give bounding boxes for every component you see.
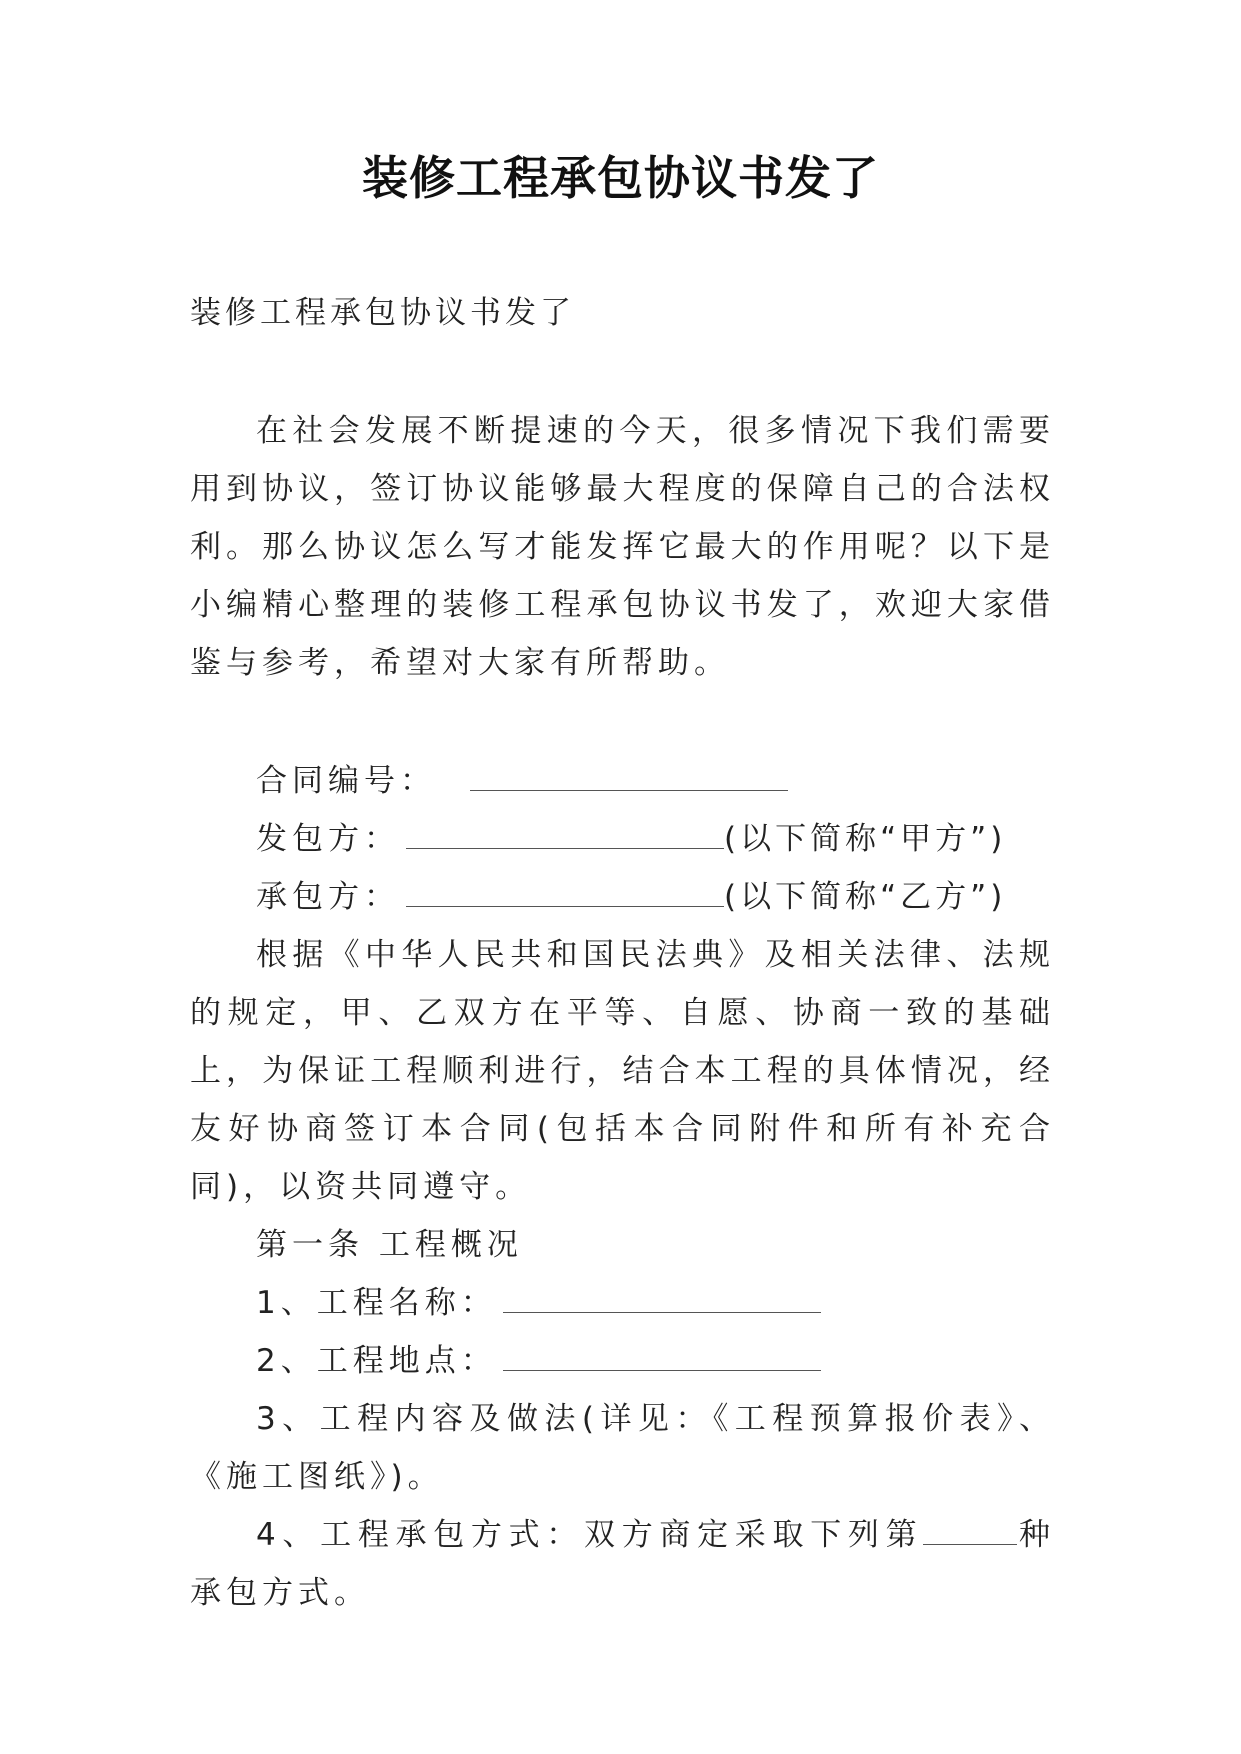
- document-subtitle: 装修工程承包协议书发了: [190, 295, 575, 331]
- project-location-label: 2、工程地点：: [256, 1343, 497, 1379]
- contract-method-item: [190, 1506, 1055, 1622]
- party-a-line: [190, 810, 1055, 868]
- contract-number-label: 合同编号：: [256, 763, 436, 799]
- contract-body: [190, 752, 1055, 1622]
- basis-paragraph: 根据《中华人民共和国民法典》及相关法律、法规的规定，甲、乙双方在平等、自愿、协商一致的基础上，为保证工程顺利进行，结合本工程的具体情况，经友好协商签订本合同(包括本合同附件和所有补充合同)，以资共同遵守。: [190, 937, 1055, 1205]
- party-b-line: [190, 868, 1055, 926]
- party-b-label: 承包方：: [256, 879, 400, 915]
- party-b-blank[interactable]: [406, 872, 724, 907]
- project-content-item: 3、工程内容及做法(详见：《工程预算报价表》、《施工图纸》)。: [190, 1401, 1055, 1495]
- project-location-blank[interactable]: [503, 1336, 821, 1371]
- document-title: 装修工程承包协议书发了: [362, 151, 879, 205]
- intro-paragraph: 在社会发展不断提速的今天，很多情况下我们需要用到协议，签订协议能够最大程度的保障自己的合法权利。那么协议怎么写才能发挥它最大的作用呢？以下是小编精心整理的装修工程承包协议书发了，欢迎大家借鉴与参考，希望对大家有所帮助。: [190, 413, 1055, 681]
- project-name-blank[interactable]: [503, 1278, 821, 1313]
- party-b-suffix: (以下简称“乙方”): [724, 879, 1007, 915]
- party-a-suffix: (以下简称“甲方”): [724, 821, 1007, 857]
- party-a-blank[interactable]: [406, 814, 724, 849]
- contract-method-blank[interactable]: [923, 1510, 1017, 1545]
- contract-number-line: [190, 752, 1055, 810]
- contract-number-blank[interactable]: [470, 756, 788, 791]
- project-location-line: [190, 1332, 1055, 1390]
- contract-method-suffix: 种承包方式。: [190, 1517, 1055, 1611]
- party-a-label: 发包方：: [256, 821, 400, 857]
- contract-method-prefix: 4、工程承包方式：双方商定采取下列第: [256, 1517, 924, 1553]
- project-name-label: 1、工程名称：: [256, 1285, 497, 1321]
- project-name-line: [190, 1274, 1055, 1332]
- article-1-heading: 第一条 工程概况: [256, 1227, 523, 1263]
